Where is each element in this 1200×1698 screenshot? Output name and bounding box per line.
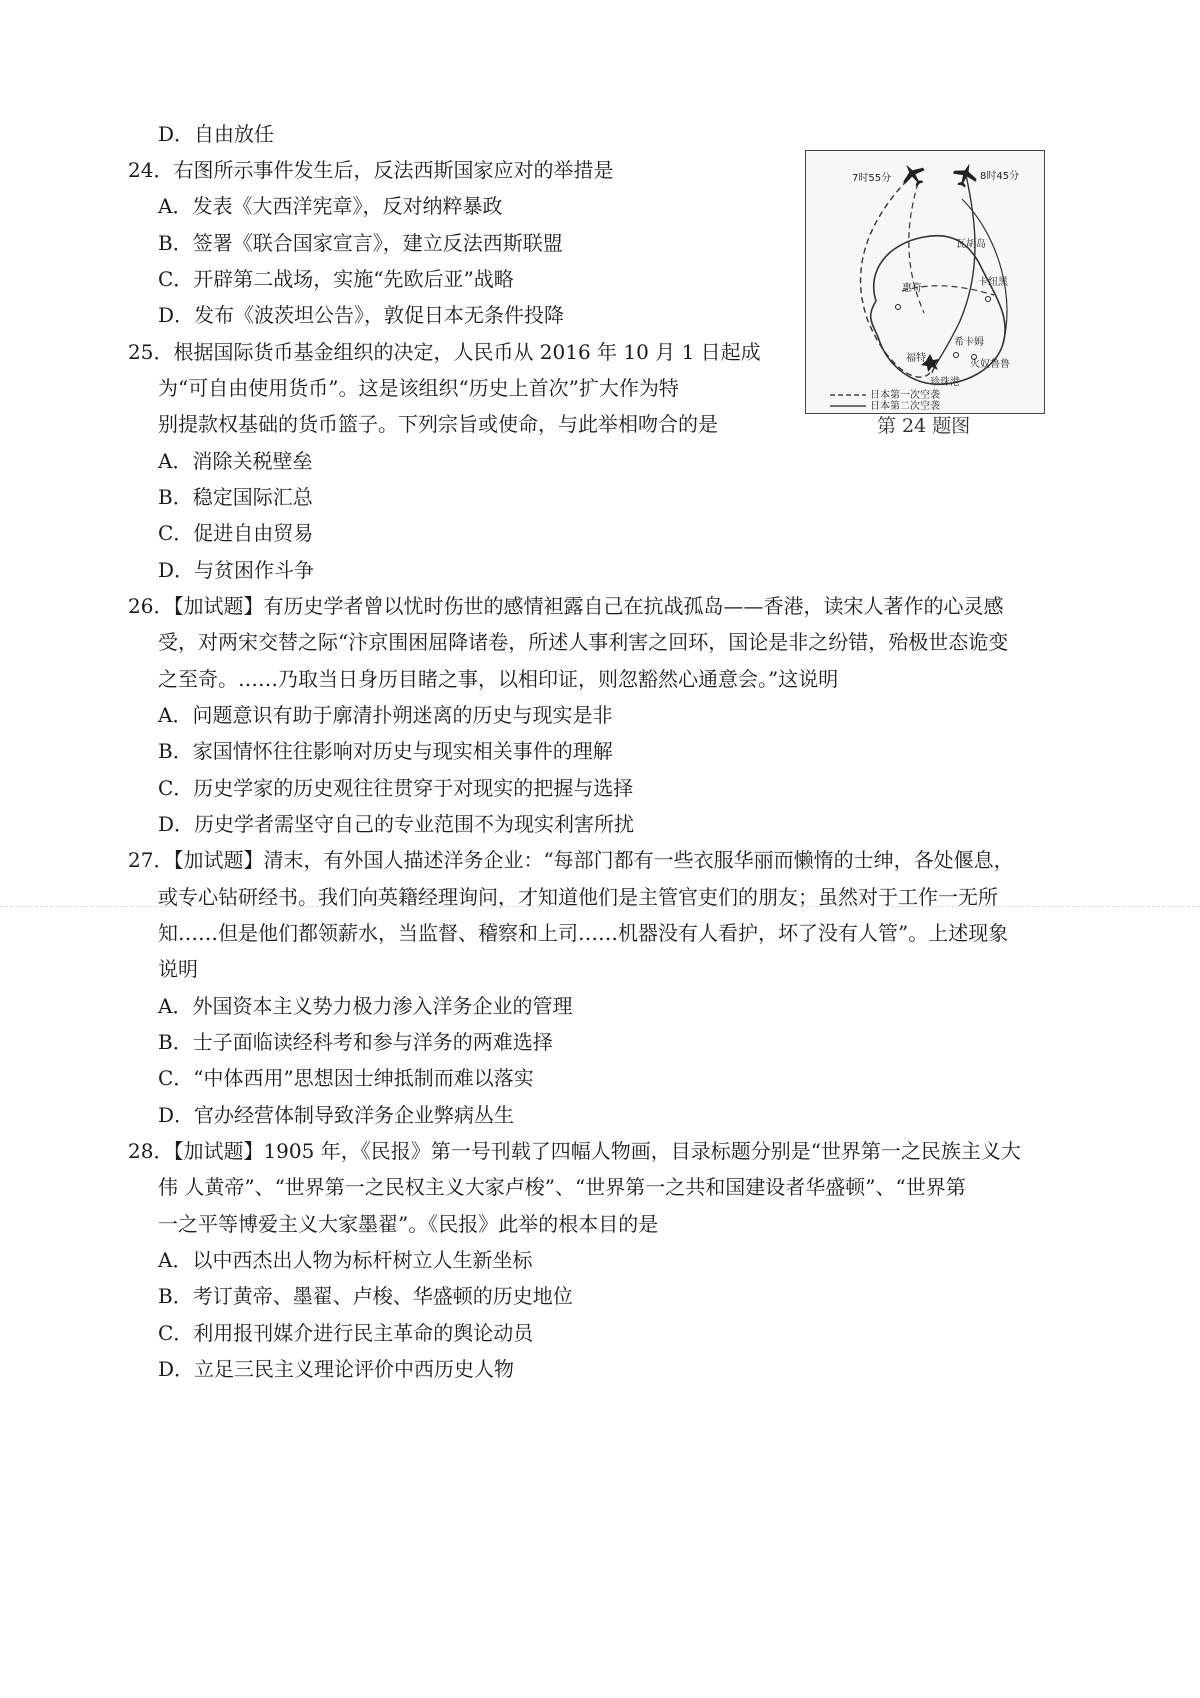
label-fute: 福特: [906, 353, 926, 364]
answer-option: D．发布《波茨坦公告》，敦促日本无条件投降: [158, 303, 565, 327]
plane-icon-second: [950, 159, 981, 190]
label-kaniao: 卡纽黑: [978, 277, 1008, 288]
answer-option: C．历史学家的历史观往往贯穿于对现实的把握与选择: [158, 776, 634, 800]
answer-option: A．以中西杰出人物为标杆树立人生新坐标: [158, 1248, 533, 1272]
question-continuation: 受，对两宋交替之际“汴京围困屈降诸卷，所述人事利害之回环，国论是非之纷错，殆极世态诡变: [158, 630, 1009, 654]
page-fold-line: [0, 906, 1200, 907]
answer-option: D．与贫困作斗争: [158, 558, 315, 582]
plane-icon-first: [896, 158, 929, 191]
answer-option: B．签署《联合国家宣言》，建立反法西斯联盟: [158, 231, 563, 255]
answer-option: A．消除关税壁垒: [158, 449, 313, 473]
pearl-harbor-map-figure: [805, 150, 1045, 414]
answer-option: A．问题意识有助于廓清扑朔迷离的历史与现实是非: [158, 703, 613, 727]
label-xikam: 希卡姆: [954, 337, 984, 348]
answer-option: B．稳定国际汇总: [158, 485, 313, 509]
question-stem: 28．【加试题】1905 年，《民报》第一号刊载了四幅人物画，目录标题分别是“世界第一之民族主义大: [128, 1139, 1021, 1163]
pearl-harbor-map: [806, 151, 1044, 413]
label-time1: 7时55分: [852, 173, 892, 184]
question-continuation: 别提款权基础的货币篮子。下列宗旨或使命，与此举相吻合的是: [158, 412, 718, 436]
answer-option: A．发表《大西洋宪章》，反对纳粹暴政: [158, 194, 503, 218]
question-continuation: 之至奇。……乃取当日身历目睹之事，以相印证，则忽豁然心通意会。”这说明: [158, 667, 839, 691]
answer-option: C．开辟第二战场，实施“先欧后亚”战略: [158, 267, 514, 291]
legend-second-wave: 日本第二次空袭: [870, 401, 940, 412]
answer-option: B．士子面临读经科考和参与洋务的两难选择: [158, 1030, 553, 1054]
question-continuation: 一之平等博爱主义大家墨翟”。《民报》此举的根本目的是: [158, 1212, 659, 1236]
answer-option: D．自由放任: [158, 122, 275, 146]
label-wahu-island: 瓦胡岛: [956, 239, 986, 250]
question-continuation: 或专心钻研经书。我们向英籍经理询问，才知道他们是主管官吏们的朋友；虽然对于工作一无所: [158, 885, 998, 909]
label-huiqi: 惠奇: [902, 283, 922, 294]
label-pearl-harbor: 珍珠港: [930, 377, 960, 388]
answer-option: D．立足三民主义理论评价中西历史人物: [158, 1357, 515, 1381]
question-continuation: 知……但是他们都领薪水，当监督、稽察和上司……机器没有人看护，坏了没有人管”。上述现象: [158, 921, 1009, 945]
first-wave-route: [861, 173, 930, 377]
question-continuation: 为“可自由使用货币”。这是该组织“历史上首次”扩大作为特: [158, 376, 679, 400]
answer-option: B．考订黄帝、墨翟、卢梭、华盛顿的历史地位: [158, 1284, 573, 1308]
question-stem: 26．【加试题】有历史学者曾以忧时伤世的感情袒露自己在抗战孤岛——香港，读宋人著作的心灵感: [128, 594, 1004, 618]
answer-option: A．外国资本主义势力极力渗入洋务企业的管理: [158, 994, 573, 1018]
answer-option: D．历史学者需坚守自己的专业范围不为现实利害所扰: [158, 812, 635, 836]
label-huonu: 火奴鲁鲁: [970, 359, 1010, 370]
question-continuation: 说明: [158, 957, 198, 981]
answer-option: B．家国情怀往往影响对历史与现实相关事件的理解: [158, 739, 613, 763]
question-stem: 27．【加试题】清末，有外国人描述洋务企业：“每部门都有一些衣服华丽而懒惰的士绅，各处偃息，: [128, 848, 1014, 872]
figure-caption: 第 24 题图: [877, 415, 971, 437]
question-stem: 25．根据国际货币基金组织的决定，人民币从 2016 年 10 月 1 日起成: [128, 340, 761, 364]
question-stem: 24．右图所示事件发生后，反法西斯国家应对的举措是: [128, 158, 614, 182]
answer-option: C．“中体西用”思想因士绅抵制而难以落实: [158, 1066, 534, 1090]
answer-option: D．官办经营体制导致洋务企业弊病丛生: [158, 1103, 515, 1127]
legend-first-wave: 日本第一次空袭: [870, 390, 940, 401]
label-time2: 8时45分: [980, 171, 1020, 182]
question-continuation: 伟 人黄帝”、“世界第一之民权主义大家卢梭”、“世界第一之共和国建设者华盛顿”、“世界第: [158, 1175, 966, 1199]
answer-option: C．利用报刊媒介进行民主革命的舆论动员: [158, 1321, 534, 1345]
answer-option: C．促进自由贸易: [158, 521, 314, 545]
